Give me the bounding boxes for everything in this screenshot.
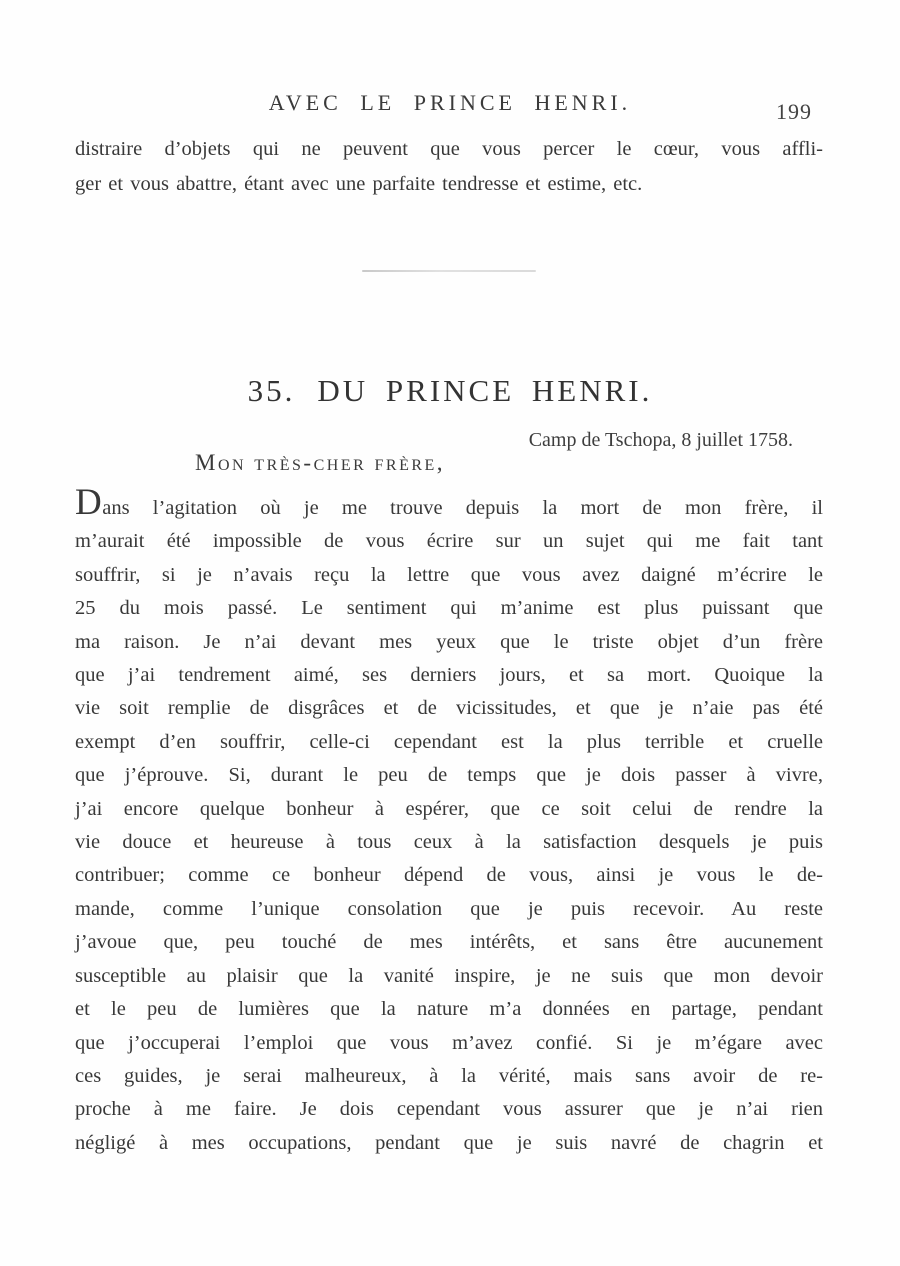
- page-number: 199: [776, 99, 812, 124]
- body-line: ces guides, je serai malheureux, à la vérité, mais sans avoir de re-: [75, 1064, 823, 1087]
- body-line: susceptible au plaisir que la vanité inspire, je ne suis que mon devoir: [75, 964, 823, 987]
- body-line: j’avoue que, peu touché de mes intérêts, et sans être aucunement: [75, 931, 823, 954]
- body-line-text: ans l’agitation où je me trouve depuis la mort de mon frère, il: [102, 497, 823, 519]
- letter-title: DU PRINCE HENRI.: [317, 373, 653, 408]
- body-line: 25 du mois passé. Le sentiment qui m’anime est plus puissant que: [75, 597, 823, 620]
- previous-letter-ending: [75, 132, 823, 202]
- body-line: négligé à mes occupations, pendant que je suis navré de chagrin et: [75, 1131, 823, 1154]
- body-line: vie soit remplie de disgrâces et de vicissitudes, et que je n’aie pas été: [75, 697, 823, 720]
- body-line: proche à me faire. Je dois cependant vous assurer que je n’ai rien: [75, 1098, 823, 1121]
- previous-letter-line: ger et vous abattre, étant avec une parfaite tendresse et estime, etc.: [75, 173, 643, 195]
- body-line: ma raison. Je n’ai devant mes yeux que le triste objet d’un frère: [75, 630, 823, 653]
- letter-body-paragraph: [75, 482, 823, 1160]
- body-line: et le peu de lumières que la nature m’a données en partage, pendant: [75, 998, 823, 1021]
- body-line: souffrir, si je n’avais reçu la lettre que vous avez daigné m’écrire le: [75, 563, 823, 586]
- body-line: m’aurait été impossible de vous écrire sur un sujet qui me fait tant: [75, 530, 823, 553]
- previous-letter-line: distraire d’objets qui ne peuvent que vous percer le cœur, vous affli-: [75, 138, 823, 160]
- drop-cap-initial: D: [75, 482, 103, 523]
- body-line: contribuer; comme ce bonheur dépend de vous, ainsi je vous le de-: [75, 864, 823, 887]
- body-line: que j’éprouve. Si, durant le peu de temps que je dois passer à vivre,: [75, 764, 823, 787]
- letter-heading: [0, 373, 900, 409]
- body-line: vie douce et heureuse à tous ceux à la satisfaction desquels je puis: [75, 831, 823, 854]
- body-line: exempt d’en souffrir, celle-ci cependant est la plus terrible et cruelle: [75, 730, 823, 753]
- running-head-title: AVEC LE PRINCE HENRI.: [268, 90, 632, 115]
- body-line: mande, comme l’unique consolation que je puis recevoir. Au reste: [75, 897, 823, 920]
- body-line: que j’occuperai l’emploi que vous m’avez confié. Si je m’égare avec: [75, 1031, 823, 1054]
- body-line: que j’ai tendrement aimé, ses derniers jours, et sa mort. Quoique la: [75, 664, 823, 687]
- letter-number: 35.: [247, 373, 296, 408]
- section-divider-rule: [362, 270, 536, 272]
- letter-salutation: Mon très-cher frère,: [195, 450, 446, 475]
- body-line: j’ai encore quelque bonheur à espérer, que ce soit celui de rendre la: [75, 797, 823, 820]
- body-line: [75, 482, 823, 525]
- letter-dateline: Camp de Tschopa, 8 juillet 1758.: [528, 429, 793, 451]
